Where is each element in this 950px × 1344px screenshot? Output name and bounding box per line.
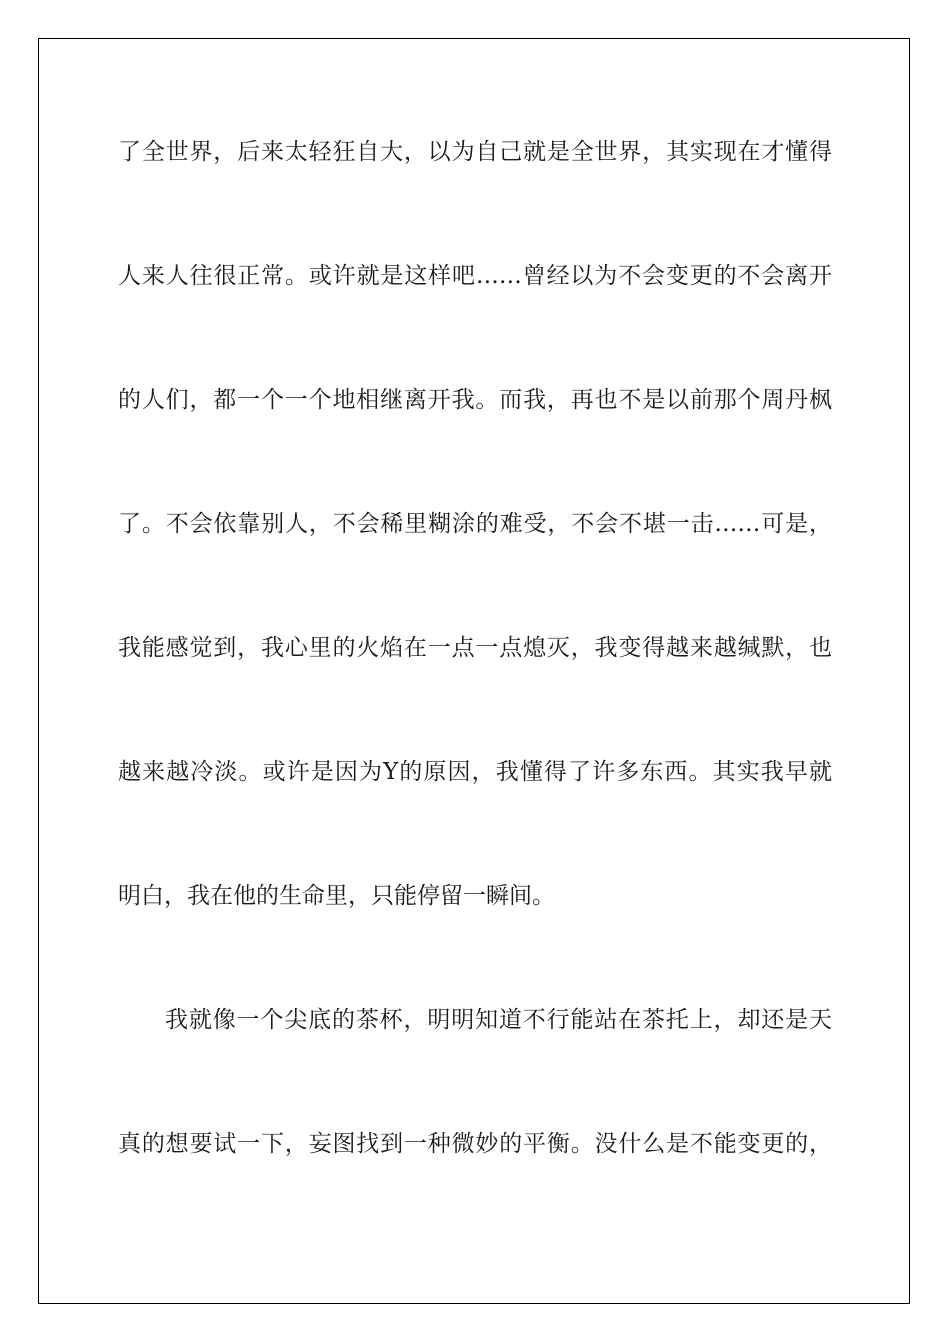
- page-border: [38, 38, 910, 1304]
- text-line: 的人们，都一个一个地相继离开我。而我，再也不是以前那个周丹枫: [118, 387, 832, 413]
- text-line: 人来人往很正常。或许就是这样吧……曾经以为不会变更的不会离开: [118, 263, 832, 289]
- text-line: 了。不会依靠别人，不会稀里糊涂的难受，不会不堪一击……可是，: [118, 511, 832, 537]
- text-line: 明白，我在他的生命里，只能停留一瞬间。: [118, 883, 555, 909]
- text-line: 我能感觉到，我心里的火焰在一点一点熄灭，我变得越来越缄默，也: [118, 635, 832, 661]
- text-line: 了全世界，后来太轻狂自大，以为自己就是全世界，其实现在才懂得: [118, 139, 832, 165]
- paragraph-first-line: 我就像一个尖底的茶杯，明明知道不行能站在茶托上，却还是天: [165, 1007, 832, 1033]
- text-line: 真的想要试一下，妄图找到一种微妙的平衡。没什么是不能变更的，: [118, 1131, 832, 1157]
- text-line: 越来越冷淡。或许是因为Y的原因，我懂得了许多东西。其实我早就: [118, 759, 832, 785]
